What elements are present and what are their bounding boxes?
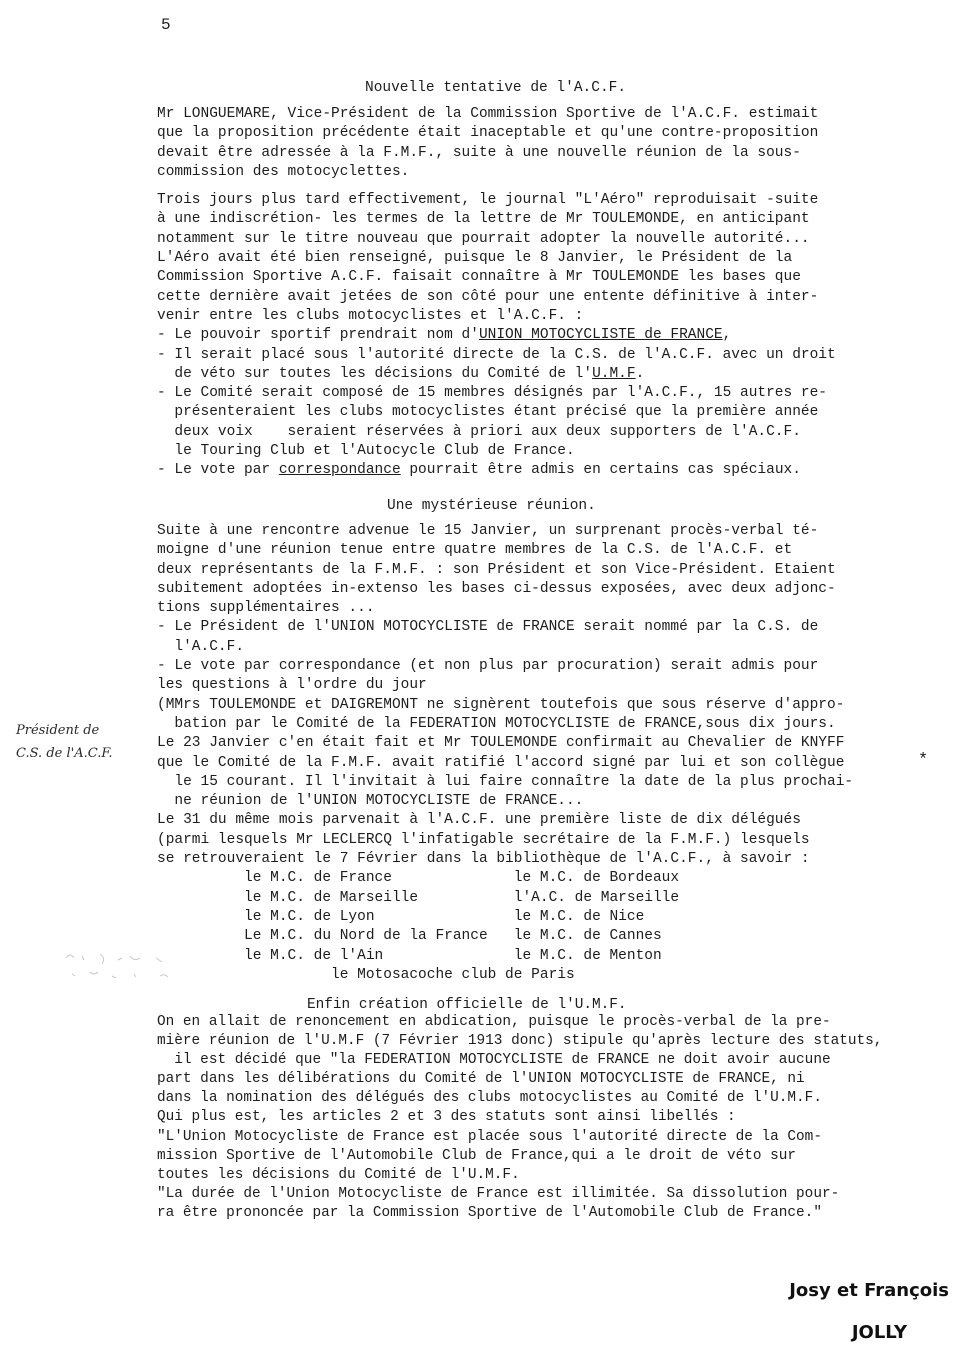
para2-line: cette dernière avait jetées de son côté pour une entente définitive à inter- (157, 288, 819, 305)
para3-line: ne réunion de l'UNION MOTOCYCLISTE de FRANCE... (157, 793, 584, 810)
para4-line: "L'Union Motocycliste de France est placée sous l'autorité directe de la Com- (157, 1128, 822, 1145)
para3-line: moigne d'une réunion tenue entre quatre membres de la C.S. de l'A.C.F. et (157, 542, 793, 559)
para2-line: Commission Sportive A.C.F. faisait connaître à Mr TOULEMONDE les bases que (157, 269, 801, 286)
club-row: le M.C. de Marseille l'A.C. de Marseille (157, 889, 680, 906)
para3-line: que le Comité de la F.M.F. avait ratifié l'accord signé par lui et son collègue (157, 754, 845, 771)
author-credit (749, 1270, 949, 1354)
underlined-correspondance: correspondance (278, 462, 401, 479)
para3-line: - Le Président de l'UNION MOTOCYCLISTE de FRANCE serait nommé par la C.S. de (157, 619, 819, 636)
club-row: le M.C. de France le M.C. de Bordeaux (157, 870, 680, 887)
para4-line: mission Sportive de l'Automobile Club de France,qui a le droit de véto sur (157, 1147, 797, 1164)
heading-nouvelle-tentative: Nouvelle tentative de l'A.C.F. (365, 80, 627, 96)
bullet-comite-cont: deux voix seraient réservées à priori aux deux supporters de l'A.C.F. (157, 423, 801, 440)
para3-line: (parmi lesquels Mr LECLERCQ l'infatigable secrétaire de la F.M.F.) lesquels (157, 831, 810, 848)
bullet-comite: - Le Comité serait composé de 15 membres désignés par l'A.C.F., 15 autres re- (157, 385, 828, 402)
para3-line: les questions à l'ordre du jour (157, 677, 427, 694)
bullet-text: - Le vote par (157, 462, 279, 479)
underlined-umf: U.M.F (592, 365, 636, 382)
credit-surname: JOLLY (851, 1322, 907, 1343)
bullet-text: - Le pouvoir sportif prendrait nom d' (157, 327, 479, 344)
para4-line: On en allait de renoncement en abdication, puisque le procès-verbal de la pre- (157, 1014, 831, 1030)
bullet-text: pourrait être admis en certains cas spéciaux. (400, 462, 801, 479)
para2-line: à une indiscrétion- les termes de la lettre de Mr TOULEMONDE, en anticipant (157, 211, 810, 228)
bullet-vote (157, 461, 917, 480)
para3-line: se retrouveraient le 7 Février dans la bibliothèque de l'A.C.F., à savoir : (157, 851, 810, 868)
club-row: le M.C. de l'Ain le M.C. de Menton (157, 947, 662, 964)
bullet-union-name (157, 326, 917, 345)
club-row: le Motosacoche club de Paris (157, 966, 575, 983)
para3-line: tions supplémentaires ... (157, 600, 375, 617)
para1-line: devait être adressée à la F.M.F., suite à une nouvelle réunion de la sous- (157, 144, 801, 161)
para2-line: notamment sur le titre nouveau que pourrait adopter la nouvelle autorité... (157, 230, 810, 247)
section-creation-officielle (157, 997, 917, 1223)
bullet-autorite: - Il serait placé sous l'autorité directe de la C.S. de l'A.C.F. avec un droit (157, 346, 836, 363)
para4-line: il est décidé que "la FEDERATION MOTOCYCLISTE de FRANCE ne doit avoir aucune (157, 1052, 831, 1069)
para2-line: L'Aéro avait été bien renseigné, puisque le 8 Janvier, le Président de la (157, 250, 793, 267)
bullet-comite-cont: présenteraient les clubs motocyclistes étant précisé que la première année (157, 404, 819, 421)
margin-note-line: C.S. de l'A.C.F. (16, 746, 113, 761)
heading-mysterieuse-reunion: Une mystérieuse réunion. (387, 498, 596, 514)
para4-line: part dans les délibérations du Comité de l'UNION MOTOCYCLISTE de FRANCE, ni (157, 1071, 805, 1088)
para4-line: "La durée de l'Union Motocycliste de France est illimitée. Sa dissolution pour- (157, 1185, 840, 1202)
page-number: 5 (161, 16, 171, 34)
para4-line: ra être prononcée par la Commission Sportive de l'Automobile Club de France." (157, 1204, 822, 1221)
faint-smudge-marks (60, 948, 190, 990)
para3-line: Le 31 du même mois parvenait à l'A.C.F. une première liste de dix délégués (157, 812, 801, 829)
club-row: Le M.C. du Nord de la France le M.C. de Cannes (157, 928, 662, 945)
section-nouvelle-tentative (157, 80, 917, 481)
para3-line: (MMrs TOULEMONDE et DAIGREMONT ne signèrent toutefois que sous réserve d'appro- (157, 696, 845, 713)
bullet-text: de véto sur toutes les décisions du Comité de l' (157, 365, 593, 382)
para2-line: venir entre les clubs motocyclistes et l'A.C.F. : (157, 307, 584, 324)
margin-note-line: Président de (16, 723, 100, 738)
para3-line: deux représentants de la F.M.F. : son Président et son Vice-Président. Etaient (157, 561, 836, 578)
bullet-comite-cont: le Touring Club et l'Autocycle Club de France. (157, 443, 575, 460)
para3-line: Le 23 Janvier c'en était fait et Mr TOULEMONDE confirmait au Chevalier de KNYFF (157, 735, 845, 752)
para1-line: que la proposition précédente était inaceptable et qu'une contre-proposition (157, 125, 819, 142)
para3-line: Suite à une rencontre advenue le 15 Janvier, un surprenant procès-verbal té- (157, 523, 819, 539)
para1-line: Mr LONGUEMARE, Vice-Président de la Commission Sportive de l'A.C.F. estimait (157, 106, 819, 122)
bullet-text: . (635, 365, 645, 382)
para4-line: toutes les décisions du Comité de l'U.M.F. (157, 1166, 520, 1183)
para1-line: commission des motocyclettes. (157, 163, 410, 180)
para3-line: l'A.C.F. (157, 638, 245, 655)
para4-line: dans la nomination des délégués des clubs motocyclistes au Comité de l'U.M.F. (157, 1090, 822, 1107)
credit-authors: Josy et François (789, 1280, 949, 1301)
footnote-asterisk: * (918, 751, 929, 770)
spacer (157, 182, 917, 191)
para4-line: mière réunion de l'U.M.F (7 Février 1913 donc) stipule qu'après lecture des statuts, (157, 1033, 883, 1050)
para3-line: le 15 courant. Il l'invitait à lui faire connaître la date de la plus prochai- (157, 773, 854, 790)
para2-line: Trois jours plus tard effectivement, le journal "L'Aéro" reproduisait -suite (157, 192, 819, 209)
para4-line: Qui plus est, les articles 2 et 3 des statuts sont ainsi libellés : (157, 1109, 736, 1126)
para3-line: bation par le Comité de la FEDERATION MOTOCYCLISTE de FRANCE,sous dix jours. (157, 715, 836, 732)
bullet-text: , (722, 327, 732, 344)
underlined-union-name: UNION MOTOCYCLISTE de FRANCE (478, 327, 723, 344)
bullet-autorite-cont (157, 365, 917, 384)
heading-creation-officielle: Enfin création officielle de l'U.M.F. (307, 997, 627, 1013)
club-row: le M.C. de Lyon le M.C. de Nice (157, 908, 645, 925)
para3-line: - Le vote par correspondance (et non plus par procuration) serait admis pour (157, 658, 819, 675)
para3-line: subitement adoptées in-extenso les bases ci-dessus exposées, avec deux adjonc- (157, 580, 836, 597)
handwritten-margin-note (16, 719, 112, 765)
section-mysterieuse-reunion (157, 498, 917, 985)
